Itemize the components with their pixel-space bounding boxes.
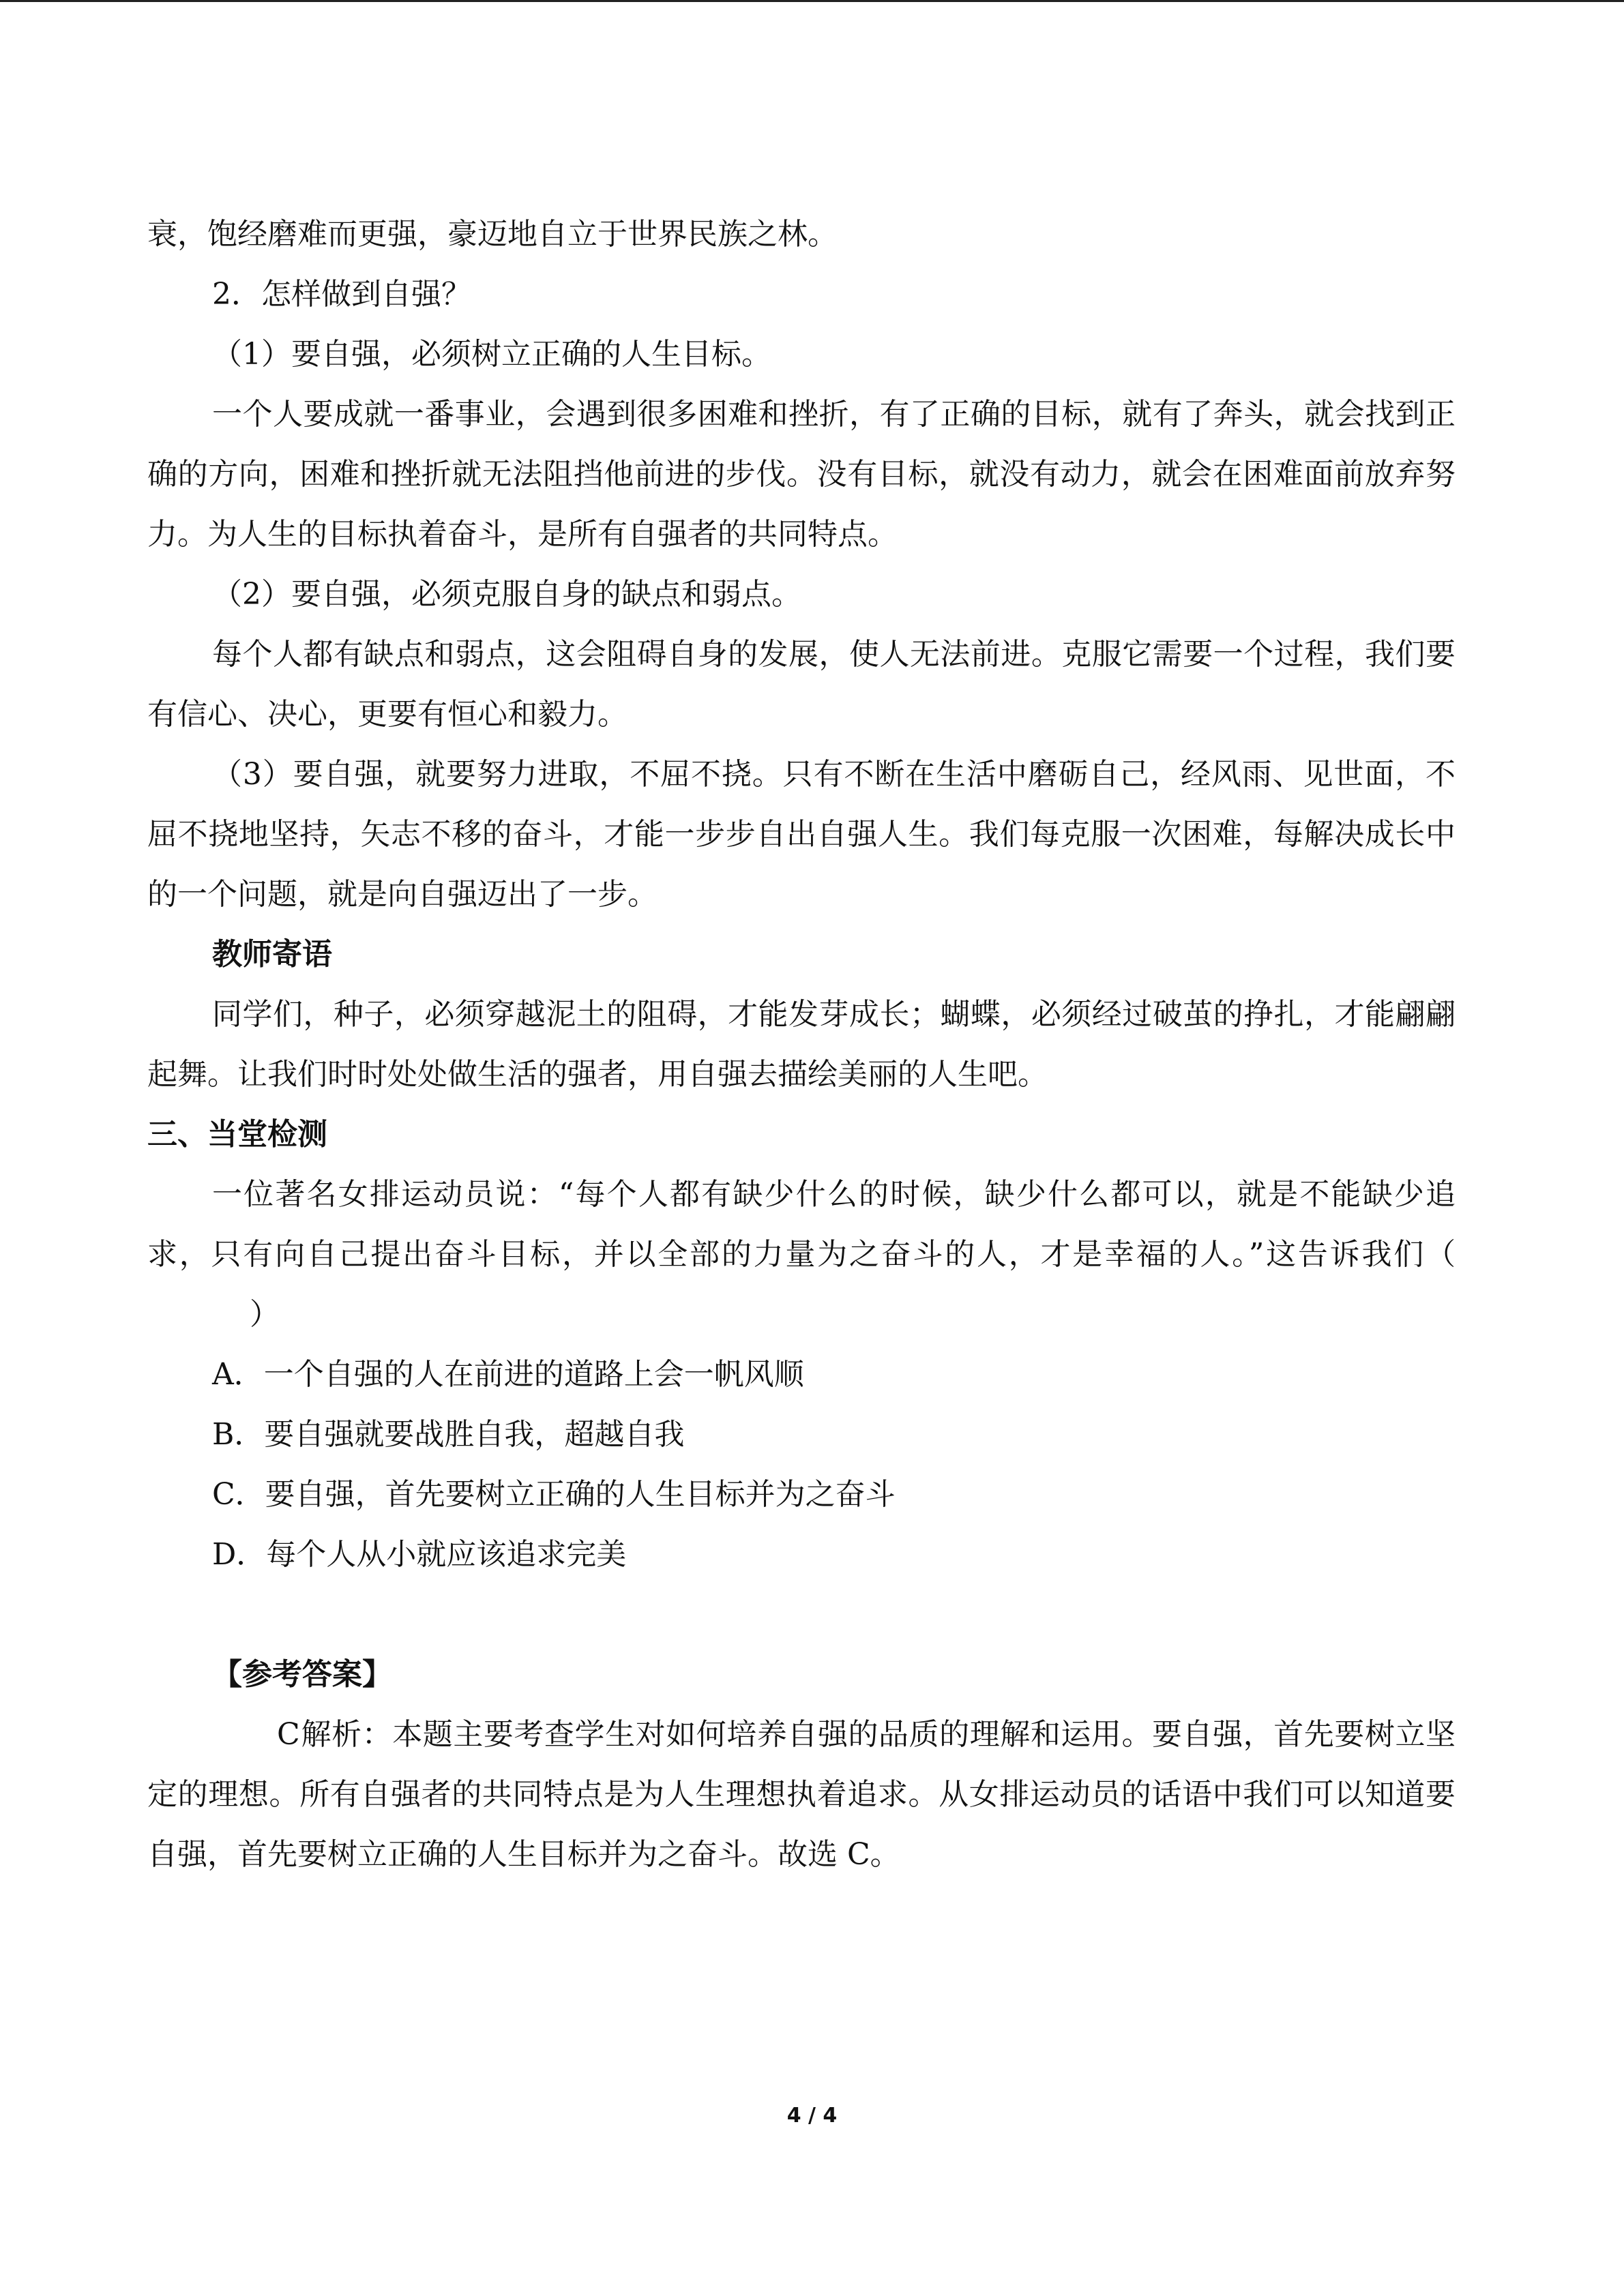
point-3-text: （3）要自强，就要努力进取，不屈不挠。只有不断在生活中磨砺自己，经风雨、见世面，不屈不挠地坚持，矢志不移的奋斗，才能一步步自出自强人生。我们每克服一次困难，每解决成长中的一个问题，就是向自强迈出了一步。	[147, 757, 1456, 912]
quiz-question	[147, 1165, 1456, 1345]
top-border-line	[0, 0, 1624, 2]
spacer	[147, 1585, 1456, 1645]
answer-explanation-text: 解析：本题主要考查学生对如何培养自强的品质的理解和运用。要自强，首先要树立坚定的理想。所有自强者的共同特点是为人生理想执着追求。从女排运动员的话语中我们可以知道要自强，首先要树立正确的人生目标并为之奋斗。故选 C。	[147, 1717, 1456, 1872]
answer-letter: C	[277, 1717, 300, 1752]
teacher-message-heading: 教师寄语	[212, 937, 332, 972]
answer-heading: 【参考答案】	[212, 1657, 392, 1692]
option-c: C．要自强，首先要树立正确的人生目标并为之奋斗	[212, 1477, 896, 1512]
answer-explanation	[147, 1705, 1456, 1885]
section-heading-quiz: 三、当堂检测	[147, 1117, 327, 1152]
point-1-heading: （1）要自强，必须树立正确的人生目标。	[212, 337, 771, 372]
question-heading-how-to-be-strong: 2．怎样做到自强？	[212, 277, 471, 312]
option-d: D．每个人从小就应该追求完美	[212, 1537, 627, 1572]
option-a: A．一个自强的人在前进的道路上会一帆风顺	[212, 1357, 804, 1392]
teacher-message-text: 同学们，种子，必须穿越泥土的阻碍，才能发芽成长；蝴蝶，必须经过破茧的挣扎，才能翩翩起舞。让我们时时处处做生活的强者，用自强去描绘美丽的人生吧。	[147, 997, 1456, 1092]
page-number: 4 / 4	[786, 2104, 838, 2128]
quiz-question-text: 一位著名女排运动员说：“每个人都有缺少什么的时候，缺少什么都可以，就是不能缺少追求，只有向自己提出奋斗目标，并以全部的力量为之奋斗的人，才是幸福的人。”这告诉我们（	[147, 1177, 1456, 1272]
paragraph-continuation: 衰，饱经磨难而更强，豪迈地自立于世界民族之林。	[147, 217, 838, 252]
quiz-question-close: ）	[250, 1297, 280, 1332]
point-2-heading: （2）要自强，必须克服自身的缺点和弱点。	[212, 577, 801, 612]
document-body	[147, 205, 1456, 1885]
point-2-text: 每个人都有缺点和弱点，这会阻碍自身的发展，使人无法前进。克服它需要一个过程，我们要有信心、决心，更要有恒心和毅力。	[147, 637, 1456, 732]
point-1-text: 一个人要成就一番事业，会遇到很多困难和挫折，有了正确的目标，就有了奔头，就会找到正确的方向，困难和挫折就无法阻挡他前进的步伐。没有目标，就没有动力，就会在困难面前放弃努力。为人生的目标执着奋斗，是所有自强者的共同特点。	[147, 397, 1456, 552]
option-b: B．要自强就要战胜自我，超越自我	[212, 1417, 685, 1452]
